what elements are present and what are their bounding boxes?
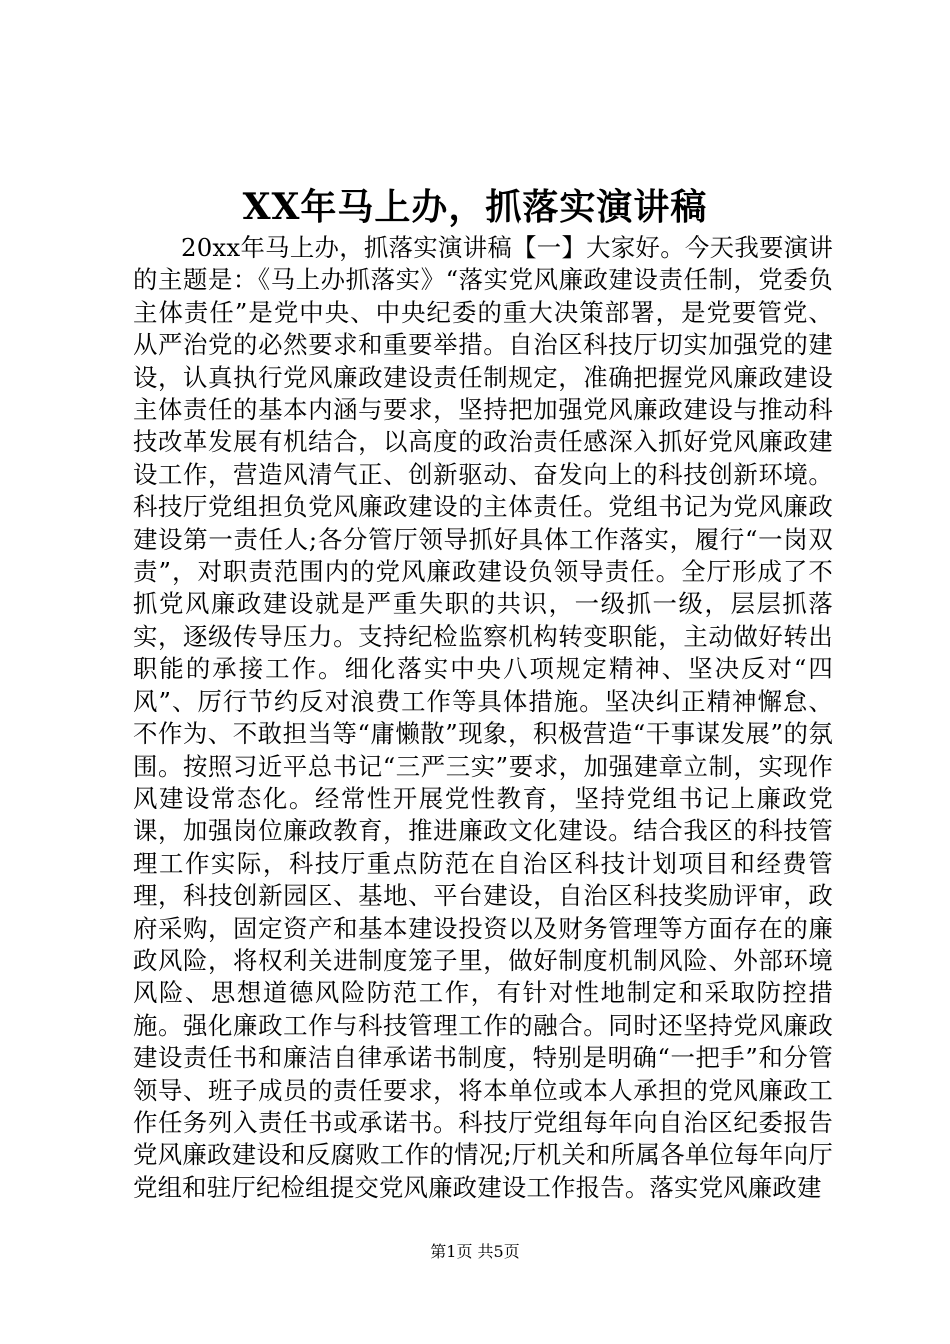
page-footer: 第1页 共5页 [430,1242,520,1261]
body-paragraph: 20xx年马上办，抓落实演讲稿【一】大家好。今天我要演讲的主题是：《马上办抓落实》“落实党风廉政建设责任制，党委负主体责任”是党中央、中央纪委的重大决策部署，是党要管党、从严治党的必然要求和重要举措。自治区科技厅切实加强党的建设，认真执行党风廉政建设责任制规定，准确把握党风廉政建设主体责任的基本内涵与要求，坚持把加强党风廉政建设与推动科技改革发展有机结合，以高度的政治责任感深入抓好党风廉政建设工作，营造风清气正、创新驱动、奋发向上的科技创新环境。科技厅党组担负党风廉政建设的主体责任。党组书记为党风廉政建设第一责任人;各分管厅领导抓好具体工作落实，履行“一岗双责”，对职责范围内的党风廉政建设负领导责任。全厅形成了不抓党风廉政建设就是严重失职的共识，一级抓一级，层层抓落实，逐级传导压力。支持纪检监察机构转变职能，主动做好转出职能的承接工作。细化落实中央八项规定精神、坚决反对“四风”、厉行节约反对浪费工作等具体措施。坚决纠正精神懈怠、不作为、不敢担当等“庸懒散”现象，积极营造“干事谋发展”的氛围。按照习近平总书记“三严三实”要求，加强建章立制，实现作风建设常态化。经常性开展党性教育，坚持党组书记上廉政党课，加强岗位廉政教育，推进廉政文化建设。结合我区的科技管理工作实际，科技厅重点防范在自治区科技计划项目和经费管理，科技创新园区、基地、平台建设，自治区科技奖励评审，政府采购，固定资产和基本建设投资以及财务管理等方面存在的廉政风险，将权利关进制度笼子里，做好制度机制风险、外部环境风险、思想道德风险防范工作，有针对性地制定和采取防控措施。强化廉政工作与科技管理工作的融合。同时还坚持党风廉政建设责任书和廉洁自律承诺书制度，特别是明确“一把手”和分管领导、班子成员的责任要求，将本单位或本人承担的党风廉政工作任务列入责任书或承诺书。科技厅党组每年向自治区纪委报告党风廉政建设和反腐败工作的情况;厅机关和所属各单位每年向厅党组和驻厅纪检组提交党风廉政建设工作报告。落实党风廉政建 [133,233,833,1202]
document-title: XX年马上办，抓落实演讲稿 [242,186,708,228]
